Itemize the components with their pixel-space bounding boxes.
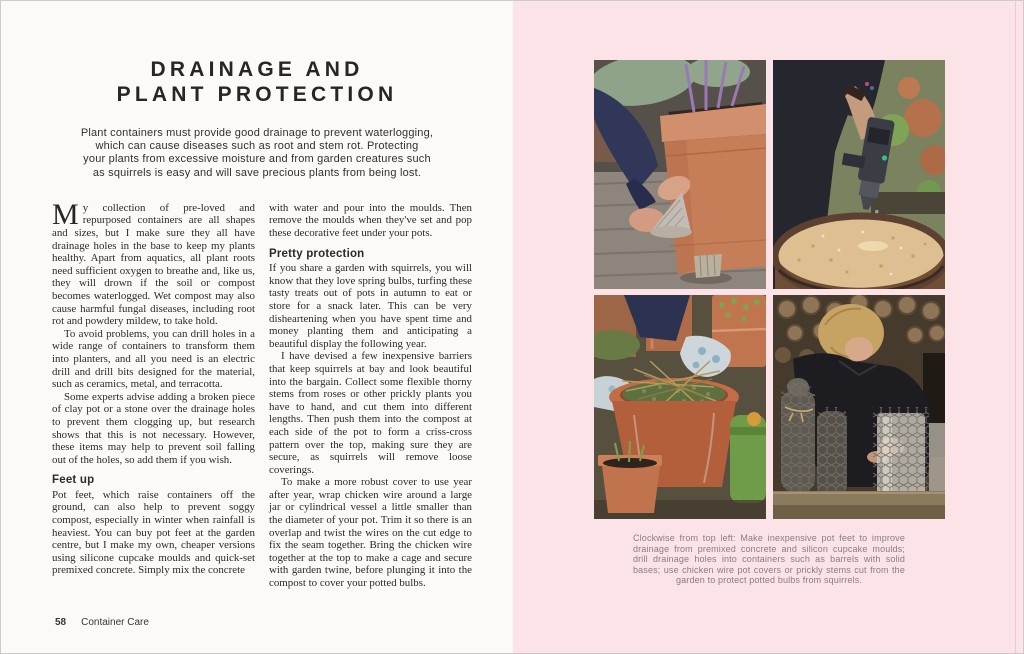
intro-line: Plant containers must provide good drainage to prevent waterlogging, — [80, 127, 434, 139]
paragraph: Pot feet, which raise containers off the ground, can also help to prevent soggy compost, especially in winter when rainfall is heaviest. You can buy pot feet at the garden centre, but I make my own, cheaper versions using silicone cupcake moulds and quick-set premixed concrete. Simply mix the concrete — [52, 488, 255, 577]
intro-line: as squirrels is easy and will save precious plants from being lost. — [92, 166, 422, 179]
photo-prickly-stems — [594, 295, 766, 519]
caption-line: garden to protect potted bulbs from squirrels. — [676, 575, 862, 586]
paragraph: I have devised a few inexpensive barriers that keep squirrels at bay and look beautiful into the bargain. Collect some flexible thorny stems from roses or other prickly plants you have to hand, and cut them into different lengths. Then push them into the compost at each side of the pot to form a criss-cross pattern over the top, making sure they are secure, as squirrels will remove loose coverings. — [269, 350, 472, 476]
caption-line: drill drainage holes into containers such as barrels with solid — [633, 554, 905, 565]
paragraph: Some experts advise adding a broken piece of clay pot or a stone over the drainage holes to prevent them clogging up, but research shows that this is not necessary. However, these items may help to prevent soil falling out of the holes, so add them if you wish. — [52, 390, 255, 466]
photo-pot-feet-image — [594, 60, 766, 289]
caption-line: bases; use chicken wire pot covers or prickly stems cut from the — [633, 564, 905, 575]
page-number: 58 — [55, 617, 67, 628]
page-footer — [55, 617, 149, 628]
caption-line: drainage from premixed concrete and silicon cupcake moulds; — [633, 543, 905, 554]
body-column-right — [269, 202, 472, 590]
subheading-feet-up: Feet up — [52, 474, 95, 487]
subheading-pretty-protection: Pretty protection — [269, 247, 365, 260]
photo-drilling-barrel — [773, 60, 945, 289]
page-left — [1, 1, 513, 653]
page-right — [513, 1, 1023, 653]
section-title: Container Care — [81, 617, 149, 628]
caption-line: Clockwise from top left: Make inexpensive pot feet to improve — [633, 533, 905, 543]
photo-chicken-wire-image — [773, 295, 945, 519]
photo-chicken-wire — [773, 295, 945, 519]
intro-paragraph — [1, 127, 513, 180]
paragraph: with water and pour into the moulds. Then remove the moulds when they've set and pop these decorative feet under your pots. — [269, 201, 472, 239]
photo-prickly-stems-image — [594, 295, 766, 519]
drop-cap: M — [52, 197, 79, 231]
photo-caption — [633, 533, 905, 586]
paragraph: My collection of pre-loved and repurposed containers are all shapes and sizes, but I make sure they all have drainage holes in the base to keep my plants healthy. Apart from aquatics, all plant roots need sufficient oxygen to breathe and, like us, they will drown if the soil or compost becomes waterlogged. Wet compost may also cause harmful fungal diseases, including root rot and powdery mildew, to take hold. — [52, 197, 255, 328]
photo-grid — [594, 60, 945, 519]
photo-pot-feet — [594, 60, 766, 289]
page-title — [1, 57, 513, 107]
intro-line: which can cause diseases such as root and stem rot. Protecting — [95, 140, 419, 153]
page-title-line2: PLANT PROTECTION — [116, 83, 398, 106]
paragraph: To avoid problems, you can drill holes in a wide range of containers to transform them into planters, and all you need is an electric drill and drill bits designed for the material, such as ceramics, metal, and terracotta. — [52, 327, 255, 391]
paragraph: To make a more robust cover to use year after year, wrap chicken wire around a large jar or cylindrical vessel a little smaller than the diameter of your pot. Trim it so there is an overlap and twist the wires on the cut edge to fix the seam together. Bring the chicken wire together at the top to make a cage and secure with garden twine, before plunging it into the compost to cover your potted bulbs. — [269, 476, 472, 590]
body-columns — [1, 197, 513, 590]
intro-line: your plants from excessive moisture and from garden creatures such — [83, 153, 431, 166]
page-title-line1: DRAINAGE AND — [150, 58, 364, 81]
body-column-left — [52, 197, 255, 590]
photo-drilling-barrel-image — [773, 60, 945, 289]
paragraph: If you share a garden with squirrels, you will know that they love spring bulbs, turfing these tasty treats out of pots in autumn to eat or store for a snack later. This can be very disheartening when you have spent time and money planting them and anticipating a beautiful display the following year. — [269, 262, 472, 350]
